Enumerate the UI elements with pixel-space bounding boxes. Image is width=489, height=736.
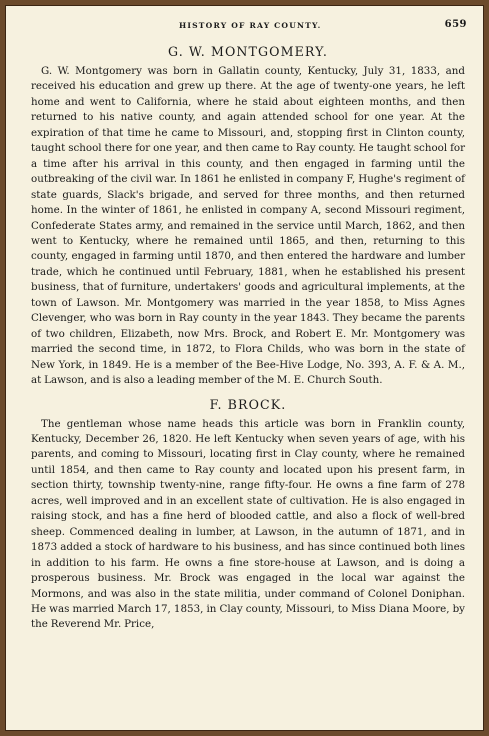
book-page	[31, 19, 465, 633]
page-number: 659	[444, 19, 467, 30]
section-body-montgomery: G. W. Montgomery was born in Gallatin county, Kentucky, July 31, 1833, and received his education and grew up there. At the age of twenty-one years, he left home and went to California, where he staid about eighteen months, and then returned to his native county, and again attended school for one year. At the expiration of that time he came to Missouri, and, stopping first in Clinton county, taught school there for one year, and then came to Ray county. He taught school for a time after his arrival in this county, and then engaged in farming until the outbreaking of the civil war. In 1861 he enlisted in company F, Hughe's regiment of state guards, Slack's brigade, and served for three months, and then returned home. In the winter of 1861, he enlisted in company A, second Missouri regiment, Confederate States army, and remained in the service until March, 1862, and then went to Kentucky, where he remained until 1865, and then, returning to this county, engaged in farming until 1870, and then entered the hardware and lumber trade, which he continued until February, 1881, when he established his present business, that of furniture, undertakers' goods and agricultural implements, at the town of Lawson. Mr. Montgomery was married in the year 1858, to Miss Agnes Clevenger, who was born in Ray county in the year 1843. They became the parents of two children, Elizabeth, now Mrs. Brock, and Robert E. Mr. Montgomery was married the second time, in 1872, to Flora Childs, who was born in the state of New York, in 1849. He is a member of the Bee-Hive Lodge, No. 393, A. F. & A. M., at Lawson, and is also a leading member of the M. E. Church South.	[31, 65, 465, 387]
section-heading-montgomery: G. W. MONTGOMERY.	[168, 44, 328, 59]
running-head	[31, 19, 465, 33]
section-heading-brock: F. BROCK.	[209, 396, 287, 412]
running-head-title: HISTORY OF RAY COUNTY.	[179, 21, 322, 30]
section-body-brock: The gentleman whose name heads this article was born in Franklin county, Kentucky, December 26, 1820. He left Kentucky when seven years of age, with his parents, and coming to Missouri, locating first in Clay county, where he remained until 1854, and then came to Ray county and located upon his present farm, in section thirty, township twenty-nine, range fifty-four. He owns a fine farm of 278 acres, well improved and in an excellent state of cultivation. He is also engaged in raising stock, and has a fine herd of blooded cattle, and also a flock of well-bred sheep. Commenced dealing in lumber, at Lawson, in the autumn of 1871, and in 1873 added a stock of hardware to his business, and has since continued both lines in addition to his farm. He owns a fine store-house at Lawson, and is doing a prosperous business. Mr. Brock was engaged in the local war against the Mormons, and was also in the state militia, under command of Colonel Doniphan. He was married March 17, 1853, in Clay county, Missouri, to Miss Diana Moore, by the Reverend Mr. Price,	[31, 417, 465, 631]
